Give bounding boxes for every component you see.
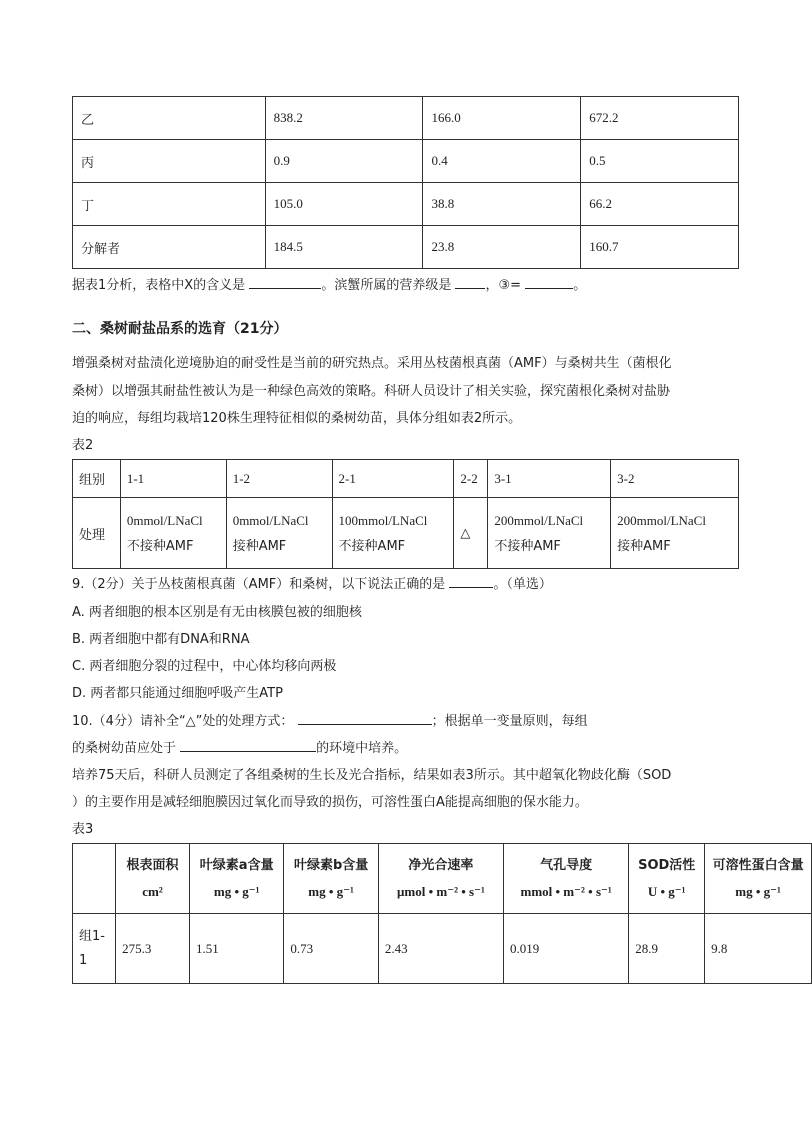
- table-cell: 2-2: [454, 460, 488, 498]
- cell-line: 不接种AMF: [494, 538, 561, 554]
- paragraph-line: 迫的响应，每组均栽培120株生理特征相似的桑树幼苗，具体分组如表2所示。: [72, 411, 522, 426]
- table-row: [73, 498, 739, 569]
- table-cell: 66.2: [581, 183, 739, 226]
- cell-line: 200mmol/LNaCl: [617, 512, 706, 528]
- question-9: [72, 573, 552, 592]
- table-cell: 105.0: [265, 183, 423, 226]
- table-cell: 672.2: [581, 97, 739, 140]
- table-cell: 1.51: [189, 914, 283, 984]
- header-title: 可溶性蛋白含量: [712, 857, 804, 873]
- header-title: 根表面积: [126, 857, 179, 873]
- paragraph-line: 培养75天后，科研人员测定了各组桑树的生长及光合指标，结果如表3所示。其中超氧化物歧化酶（SOD: [72, 768, 672, 783]
- table-row: [73, 460, 739, 498]
- table-cell: 0.9: [265, 140, 423, 183]
- cell-line: 200mmol/LNaCl: [494, 512, 584, 528]
- triangle-symbol: △: [460, 525, 471, 541]
- table-3: [72, 843, 812, 984]
- table-row: [73, 914, 812, 984]
- paragraph-line: ）的主要作用是减轻细胞膜因过氧化而导致的损伤，可溶性蛋白A能提高细胞的保水能力。: [72, 795, 588, 810]
- option-c[interactable]: C. 两者细胞分裂的过程中，中心体均移向两极: [72, 659, 337, 674]
- answer-blank[interactable]: [180, 739, 316, 752]
- table-cell: [454, 498, 488, 569]
- header-title: 净光合速率: [408, 857, 474, 873]
- question-text: ，③=: [485, 278, 522, 293]
- question-10-line1: [72, 710, 588, 729]
- table-header-cell: [116, 844, 190, 914]
- table-cell: 丁: [73, 183, 266, 226]
- cell-line: 0mmol/LNaCl: [126, 512, 203, 528]
- header-unit: mmol • m⁻² • s⁻¹: [520, 883, 612, 899]
- answer-blank[interactable]: [298, 712, 432, 725]
- table-cell: 2-1: [332, 460, 454, 498]
- header-title: 气孔导度: [540, 857, 593, 873]
- answer-blank[interactable]: [449, 575, 493, 588]
- header-unit: mg • g⁻¹: [308, 883, 354, 899]
- table-cell: [488, 498, 611, 569]
- question-text: 9.（2分）关于丛枝菌根真菌（AMF）和桑树，以下说法正确的是: [72, 577, 446, 592]
- cell-line: 不接种AMF: [126, 538, 194, 554]
- paragraph-line: 增强桑树对盐渍化逆境胁迫的耐受性是当前的研究热点。采用丛枝菌根真菌（AMF）与桑树共生（菌根化: [72, 356, 672, 371]
- option-b[interactable]: B. 两者细胞中都有DNA和RNA: [72, 632, 250, 647]
- table-cell: 1-2: [226, 460, 332, 498]
- table-cell: [226, 498, 332, 569]
- table-row: [73, 140, 739, 183]
- table-cell: [611, 498, 739, 569]
- table-cell: 184.5: [265, 226, 423, 269]
- table-cell: 2.43: [378, 914, 503, 984]
- table-header-cell: [629, 844, 705, 914]
- table-header-cell: 处理: [73, 498, 121, 569]
- table-header-cell: [189, 844, 283, 914]
- table-cell: [332, 498, 454, 569]
- section-heading: 二、桑树耐盐品系的选育（21分）: [72, 321, 288, 337]
- table-cell: 275.3: [116, 914, 190, 984]
- header-title: 叶绿素a含量: [199, 857, 274, 873]
- cell-line: 100mmol/LNaCl: [338, 512, 428, 528]
- table-cell: 28.9: [629, 914, 705, 984]
- header-unit: mg • g⁻¹: [735, 883, 781, 899]
- question-text: 。（单选）: [493, 577, 552, 592]
- table-header-cell: [705, 844, 812, 914]
- table-cell: 3-2: [611, 460, 739, 498]
- table-caption: 表2: [72, 438, 94, 453]
- answer-blank[interactable]: [455, 276, 485, 289]
- question-text: 据表1分析，表格中X的含义是: [72, 278, 246, 293]
- header-unit: μmol • m⁻² • s⁻¹: [397, 883, 485, 899]
- table-row: [73, 226, 739, 269]
- cell-line: 0mmol/LNaCl: [232, 512, 309, 528]
- table-row: [73, 97, 739, 140]
- cell-line: 接种AMF: [617, 538, 671, 554]
- question-text: 10.（4分）请补全“△”处的处理方式：: [72, 714, 294, 729]
- table-cell: 3-1: [488, 460, 611, 498]
- paragraph-line: 桑树）以增强其耐盐性被认为是一种绿色高效的策略。科研人员设计了相关实验，探究菌根化桑树对盐胁: [72, 384, 671, 399]
- table-cell: 9.8: [705, 914, 812, 984]
- table-cell: [73, 914, 116, 984]
- row-label: 组1-: [79, 928, 105, 944]
- table-cell: 160.7: [581, 226, 739, 269]
- table-cell: 乙: [73, 97, 266, 140]
- table-header-cell: [504, 844, 629, 914]
- table-1: [72, 96, 739, 269]
- table-header-cell: [73, 844, 116, 914]
- table-header-cell: [378, 844, 503, 914]
- table-header-cell: [284, 844, 378, 914]
- table-2: [72, 459, 739, 569]
- table-cell: [120, 498, 226, 569]
- table-row: [73, 844, 812, 914]
- cell-line: 不接种AMF: [338, 538, 406, 554]
- table-cell: 丙: [73, 140, 266, 183]
- row-label: 1: [79, 952, 88, 968]
- header-unit: mg • g⁻¹: [213, 883, 260, 899]
- answer-blank[interactable]: [525, 276, 573, 289]
- table-cell: 0.4: [423, 140, 581, 183]
- table-row: [73, 183, 739, 226]
- table-cell: 838.2: [265, 97, 423, 140]
- cell-line: 接种AMF: [232, 538, 287, 554]
- header-title: 叶绿素b含量: [293, 857, 369, 873]
- table-cell: 0.73: [284, 914, 378, 984]
- option-d[interactable]: D. 两者都只能通过细胞呼吸产生ATP: [72, 686, 283, 701]
- table-cell: 1-1: [120, 460, 226, 498]
- header-unit: cm²: [142, 883, 163, 899]
- answer-blank[interactable]: [249, 276, 321, 289]
- question-text: 。: [573, 278, 587, 293]
- table-cell: 23.8: [423, 226, 581, 269]
- question-text: 的环境中培养。: [316, 741, 408, 756]
- table-cell: 38.8: [423, 183, 581, 226]
- table-caption: 表3: [72, 822, 94, 837]
- question-text: 的桑树幼苗应处于: [72, 741, 177, 756]
- table-cell: 0.5: [581, 140, 739, 183]
- table-cell: 166.0: [423, 97, 581, 140]
- table-cell: 分解者: [73, 226, 266, 269]
- question-text: 。滨蟹所属的营养级是: [321, 278, 452, 293]
- header-unit: U • g⁻¹: [647, 883, 686, 899]
- table-header-cell: 组别: [73, 460, 121, 498]
- question-10-line2: [72, 737, 407, 756]
- table-cell: 0.019: [504, 914, 629, 984]
- option-a[interactable]: A. 两者细胞的根本区别是有无由核膜包被的细胞核: [72, 605, 362, 620]
- header-title: SOD活性: [638, 857, 696, 873]
- question-text: ；根据单一变量原则，每组: [431, 714, 588, 729]
- question-table1: [72, 274, 586, 293]
